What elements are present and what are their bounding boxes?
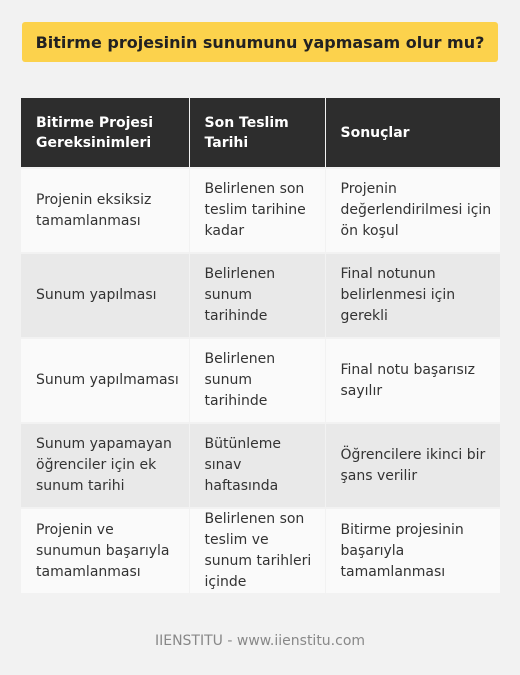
- table-cell: Final notu başarısız sayılır: [325, 338, 500, 423]
- requirements-table: [21, 98, 500, 593]
- table-cell: Projenin ve sunumun başarıyla tamamlanması: [21, 508, 189, 593]
- table-row: [21, 423, 500, 508]
- page-title: Bitirme projesinin sunumunu yapmasam olur mu?: [35, 32, 485, 52]
- table-row: [21, 508, 500, 593]
- table-cell: Belirlenen son teslim ve sunum tarihleri içinde: [189, 508, 325, 593]
- table-cell: Belirlenen sunum tarihinde: [189, 338, 325, 423]
- title-banner: [22, 22, 498, 62]
- table-cell: Bitirme projesinin başarıyla tamamlanması: [325, 508, 500, 593]
- table-header-row: [21, 98, 500, 168]
- table-cell: Bütünleme sınav haftasında: [189, 423, 325, 508]
- footer-credit: IIENSTITU - www.iienstitu.com: [154, 633, 366, 649]
- table-cell: Sunum yapılmaması: [21, 338, 189, 423]
- table-cell: Öğrencilere ikinci bir şans verilir: [325, 423, 500, 508]
- table-cell: Final notunun belirlenmesi için gerekli: [325, 253, 500, 338]
- table-cell: Sunum yapılması: [21, 253, 189, 338]
- table-row: [21, 168, 500, 253]
- table-cell: Sunum yapamayan öğrenciler için ek sunum tarihi: [21, 423, 189, 508]
- table-cell: Projenin değerlendirilmesi için ön koşul: [325, 168, 500, 253]
- table-cell: Belirlenen sunum tarihinde: [189, 253, 325, 338]
- column-header-requirements: Bitirme Projesi Gereksinimleri: [21, 98, 189, 168]
- table-cell: Projenin eksiksiz tamamlanması: [21, 168, 189, 253]
- table-cell: Belirlenen son teslim tarihine kadar: [189, 168, 325, 253]
- table-row: [21, 253, 500, 338]
- column-header-deadline: Son Teslim Tarihi: [189, 98, 325, 168]
- table-row: [21, 338, 500, 423]
- column-header-results: Sonuçlar: [325, 98, 500, 168]
